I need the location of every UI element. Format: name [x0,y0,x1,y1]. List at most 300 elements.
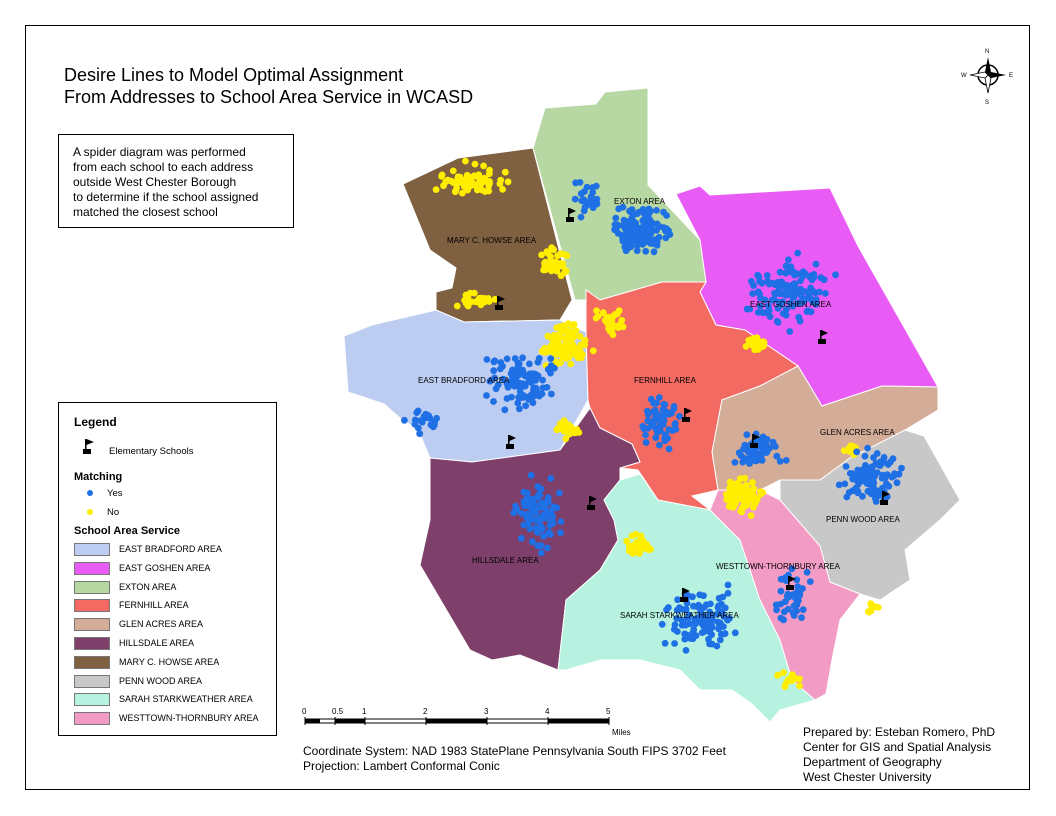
address-dot-no [499,186,506,193]
address-dot-no [455,174,462,181]
address-dot-yes [515,360,522,367]
address-dot-yes [690,603,697,610]
address-dot-yes [690,626,697,633]
address-dot-yes [764,272,771,279]
address-dot-yes [524,511,531,518]
address-dot-yes [816,289,823,296]
legend-swatch-label: FERNHILL AREA [119,600,189,611]
area-east-bradford [344,310,588,462]
address-dot-yes [497,359,504,366]
address-dot-yes [714,643,721,650]
address-dot-yes [522,402,529,409]
legend-swatch [74,637,110,650]
credits-line3: Department of Geography [803,755,942,769]
address-dot-no [562,326,569,333]
description-line: to determine if the school assigned [73,190,259,204]
address-dot-no [727,488,734,495]
address-dot-yes [744,431,751,438]
address-dot-yes [537,492,544,499]
address-dot-yes [662,431,669,438]
address-dot-yes [836,482,843,489]
address-dot-yes [659,621,666,628]
address-dot-yes [778,588,785,595]
address-dot-yes [653,207,660,214]
address-dot-yes [647,218,654,225]
address-dot-yes [807,578,814,585]
address-dot-yes [621,217,628,224]
address-dot-no [479,187,486,194]
legend-swatch-label: PENN WOOD AREA [119,675,203,686]
address-dot-yes [790,609,797,616]
north-arrow-icon [960,46,1016,106]
address-dot-yes [774,318,781,325]
address-dot-yes [802,271,809,278]
description-line: from each school to each address [73,160,254,174]
address-dot-yes [534,542,541,549]
credits-line2: Center for GIS and Spatial Analysis [803,740,992,754]
address-dot-no [747,336,754,343]
address-dot-no [755,346,762,353]
address-dot-yes [781,608,788,615]
address-dot-no [541,345,548,352]
address-dot-no [482,176,489,183]
legend-swatch [74,543,110,556]
address-dot-yes [588,194,595,201]
legend-service-title: School Area Service [74,525,180,537]
address-dot-no [727,479,734,486]
address-dot-yes [790,593,797,600]
address-dot-yes [547,512,554,519]
address-dot-yes [822,290,829,297]
address-dot-yes [758,443,765,450]
address-dot-yes [558,518,565,525]
address-dot-no [600,309,607,316]
address-dot-yes [493,385,500,392]
address-dot-yes [585,200,592,207]
address-dot-yes [430,423,437,430]
address-dot-no [630,550,637,557]
address-dot-yes [651,248,658,255]
address-dot-no [774,672,781,679]
address-dot-no [757,491,764,498]
address-dot-yes [534,389,541,396]
address-dot-no [486,171,493,178]
address-dot-no [505,178,512,185]
address-dot-no [563,355,570,362]
legend-swatch [74,581,110,594]
scale-tick-label: 5 [606,707,611,716]
address-dot-yes [412,421,419,428]
address-dot-yes [522,498,529,505]
address-dot-yes [690,633,697,640]
address-dot-no [841,447,848,454]
address-dot-no [606,314,613,321]
address-dot-no [476,180,483,187]
address-dot-yes [777,601,784,608]
address-dot-yes [551,365,558,372]
legend-swatch-label: EXTON AREA [119,581,177,592]
address-dot-no [590,347,597,354]
scale-tick-label: 0 [302,707,307,716]
address-dot-no [472,161,479,168]
address-dot-yes [885,483,892,490]
address-dot-no [461,297,468,304]
address-dot-no [730,504,737,511]
address-dot-yes [483,392,490,399]
address-dot-no [549,246,556,253]
address-dot-yes [749,290,756,297]
address-dot-yes [643,439,650,446]
address-dot-yes [864,445,871,452]
address-dot-yes [797,318,804,325]
address-dot-no [469,180,476,187]
label-penn-wood: PENN WOOD AREA [826,515,900,524]
address-dot-yes [853,448,860,455]
map-title [64,64,473,108]
address-dot-no [440,182,447,189]
address-dot-yes [792,281,799,288]
credits-line1: Prepared by: Esteban Romero, PhD [803,725,996,739]
address-dot-no [750,504,757,511]
legend-swatch-label: EAST BRADFORD AREA [119,544,222,554]
legend-swatch-label: WESTTOWN-THORNBURY AREA [119,713,259,724]
address-dot-yes [862,453,869,460]
description-box [58,134,294,228]
address-dot-yes [642,248,649,255]
address-dot-yes [504,395,511,402]
address-dot-yes [490,398,497,405]
school-flag-icon [83,438,97,456]
address-dot-no [476,295,483,302]
legend-swatch [74,693,110,706]
address-dot-yes [533,505,540,512]
address-dot-yes [417,417,424,424]
legend-swatch-label: GLEN ACRES AREA [119,619,204,630]
address-dot-yes [850,476,857,483]
address-dot-yes [547,475,554,482]
address-dot-yes [548,520,555,527]
address-dot-yes [859,467,866,474]
address-dot-yes [722,630,729,637]
address-dot-yes [806,288,813,295]
address-dot-yes [581,188,588,195]
address-dot-yes [794,250,801,257]
address-dot-no [566,428,573,435]
address-dot-yes [889,474,896,481]
address-dot-yes [666,446,673,453]
address-dot-no [749,479,756,486]
address-dot-no [454,303,461,310]
address-dot-no [450,168,457,175]
address-dot-yes [519,367,526,374]
address-dot-yes [793,576,800,583]
scale-tick-label: 4 [545,707,550,716]
address-dot-no [561,419,568,426]
legend-swatch [74,599,110,612]
address-dot-yes [870,477,877,484]
address-dot-yes [705,636,712,643]
label-sarah-starkweather: SARAH STARKWEATHER AREA [620,611,739,620]
address-dot-yes [578,214,585,221]
address-dot-yes [759,457,766,464]
address-dot-yes [813,261,820,268]
legend-swatch-label: SARAH STARKWEATHER AREA [119,694,253,705]
address-dot-yes [639,423,646,430]
address-dot-yes [783,282,790,289]
address-dot-yes [788,291,795,298]
address-dot-yes [501,406,508,413]
address-dot-no [867,600,874,607]
address-dot-yes [671,421,678,428]
address-dot-yes [671,640,678,647]
address-dot-yes [652,407,659,414]
scale-bar [300,707,640,740]
address-dot-yes [791,272,798,279]
coordinate-info [303,744,726,774]
address-dot-yes [648,230,655,237]
address-dot-yes [557,529,564,536]
address-dot-yes [548,391,555,398]
address-dot-no [593,315,600,322]
address-dot-yes [547,531,554,538]
label-fernhill: FERNHILL AREA [634,376,696,385]
legend-yes-label: Yes [107,488,123,499]
address-dot-yes [808,308,815,315]
address-dot-no [433,186,440,193]
address-dot-yes [796,592,803,599]
address-dot-yes [663,212,670,219]
address-dot-yes [647,236,654,243]
address-dot-yes [620,238,627,245]
address-dot-yes [811,274,818,281]
address-dot-no [738,509,745,516]
address-dot-yes [683,647,690,654]
credits [803,725,995,785]
address-dot-yes [674,628,681,635]
address-dot-no [480,163,487,170]
address-dot-yes [898,465,905,472]
address-dot-yes [526,371,533,378]
address-dot-no [608,328,615,335]
address-dot-yes [650,400,657,407]
address-dot-no [796,682,803,689]
address-dot-yes [544,545,551,552]
address-dot-yes [519,380,526,387]
address-dot-yes [764,436,771,443]
legend [58,402,277,736]
coordinate-system: Coordinate System: NAD 1983 StatePlane Pennsylvania South FIPS 3702 Feet [303,744,726,758]
address-dot-yes [490,367,497,374]
address-dot-no [731,494,738,501]
address-dot-yes [433,415,440,422]
address-dot-yes [656,442,663,449]
address-dot-no [452,188,459,195]
address-dot-yes [791,603,798,610]
address-dot-yes [785,268,792,275]
address-dot-yes [720,623,727,630]
address-dot-yes [528,472,535,479]
address-dot-yes [640,224,647,231]
address-dot-yes [623,247,630,254]
address-dot-yes [652,434,659,441]
address-dot-yes [786,328,793,335]
address-dot-yes [516,405,523,412]
address-dot-yes [772,443,779,450]
address-dot-yes [577,179,584,186]
address-dot-yes [877,458,884,465]
address-dot-yes [646,209,653,216]
address-dot-no [444,177,451,184]
legend-swatch [74,656,110,669]
address-dot-yes [572,196,579,203]
address-dot-yes [887,459,894,466]
address-dot-yes [623,225,630,232]
address-dot-yes [538,486,545,493]
address-dot-no [567,361,574,368]
legend-schools-label: Elementary Schools [109,446,194,457]
address-dot-yes [821,276,828,283]
address-dot-yes [658,416,665,423]
address-dot-yes [870,490,877,497]
description-line: A spider diagram was performed [73,145,246,159]
legend-no-label: No [107,507,120,518]
address-dot-no [566,341,573,348]
address-dot-yes [674,596,681,603]
address-dot-no [740,484,747,491]
scale-unit: Miles [612,728,631,737]
address-dot-no [464,187,471,194]
address-dot-yes [798,614,805,621]
address-dot-yes [740,446,747,453]
label-east-goshen: EAST GOSHEN AREA [750,300,832,309]
address-dot-no [566,348,573,355]
address-dot-yes [741,455,748,462]
address-dot-no [615,324,622,331]
address-dot-no [633,539,640,546]
legend-swatch-label: EAST GOSHEN AREA [119,562,211,573]
address-dot-yes [660,401,667,408]
address-dot-no [629,533,636,540]
map-title-line1: Desire Lines to Model Optimal Assignment [64,65,404,85]
address-dot-yes [756,274,763,281]
address-dot-yes [662,437,669,444]
address-dot-yes [535,359,542,366]
address-dot-yes [783,457,790,464]
address-dot-yes [681,636,688,643]
legend-no-dot [87,509,93,515]
address-dot-yes [681,620,688,627]
scale-tick-label: 3 [484,707,489,716]
address-dot-yes [669,427,676,434]
address-dot-no [467,290,474,297]
address-dot-yes [484,356,491,363]
address-dot-yes [594,200,601,207]
address-dot-yes [537,516,544,523]
address-dot-yes [540,385,547,392]
address-dot-yes [843,463,850,470]
address-dot-no [741,475,748,482]
address-dot-no [545,333,552,340]
legend-swatch-label: HILLSDALE AREA [119,638,195,648]
address-dot-yes [696,591,703,598]
address-dot-yes [719,594,726,601]
address-dot-no [578,354,585,361]
compass-e: E [1009,73,1014,79]
address-dot-yes [672,621,679,628]
label-mary-c-howse: MARY C. HOWSE AREA [447,236,537,245]
address-dot-yes [748,278,755,285]
projection: Projection: Lambert Conformal Conic [303,759,500,773]
address-dot-yes [732,629,739,636]
address-dot-no [564,252,571,259]
address-dot-yes [547,355,554,362]
compass-s: S [985,100,990,106]
address-dot-yes [832,271,839,278]
address-dot-no [538,252,545,259]
address-dot-yes [540,533,547,540]
label-glen-acres: GLEN ACRES AREA [820,428,895,437]
address-dot-yes [422,411,429,418]
credits-line4: West Chester University [803,770,932,784]
address-dot-yes [612,221,619,228]
address-dot-yes [520,394,527,401]
address-dot-no [460,179,467,186]
address-dot-no [748,512,755,519]
address-dot-no [558,272,565,279]
compass-w: W [961,73,967,79]
legend-swatch-label: MARY C. HOWSE AREA [119,656,220,667]
address-dot-yes [533,372,540,379]
label-hillsdale: HILLSDALE AREA [472,556,539,565]
address-dot-no [577,347,584,354]
address-dot-yes [663,225,670,232]
address-dot-yes [653,427,660,434]
address-dot-yes [653,227,660,234]
address-dot-yes [518,510,525,517]
address-dot-yes [401,417,408,424]
address-dot-yes [777,269,784,276]
legend-swatch [74,562,110,575]
address-dot-no [743,496,750,503]
address-dot-yes [874,450,881,457]
address-dot-yes [491,357,498,364]
scale-tick-label: 0.5 [332,707,344,716]
address-dot-no [639,544,646,551]
address-dot-yes [874,469,881,476]
address-dot-yes [538,550,545,557]
address-dot-yes [593,183,600,190]
address-dot-yes [413,409,420,416]
address-dot-yes [785,256,792,263]
address-dot-yes [518,535,525,542]
address-dot-yes [521,489,528,496]
compass-n: N [985,49,990,55]
address-dot-yes [771,290,778,297]
description-line: outside West Chester Borough [73,175,237,189]
address-dot-no [567,333,574,340]
address-dot-no [439,172,446,179]
address-dot-yes [725,582,732,589]
address-dot-yes [556,490,563,497]
address-dot-yes [511,377,518,384]
address-dot-yes [752,457,759,464]
address-dot-yes [853,485,860,492]
address-dot-no [497,177,504,184]
address-dot-yes [642,432,649,439]
scale-tick-label: 2 [423,707,428,716]
address-dot-no [554,426,561,433]
address-dot-yes [636,209,643,216]
